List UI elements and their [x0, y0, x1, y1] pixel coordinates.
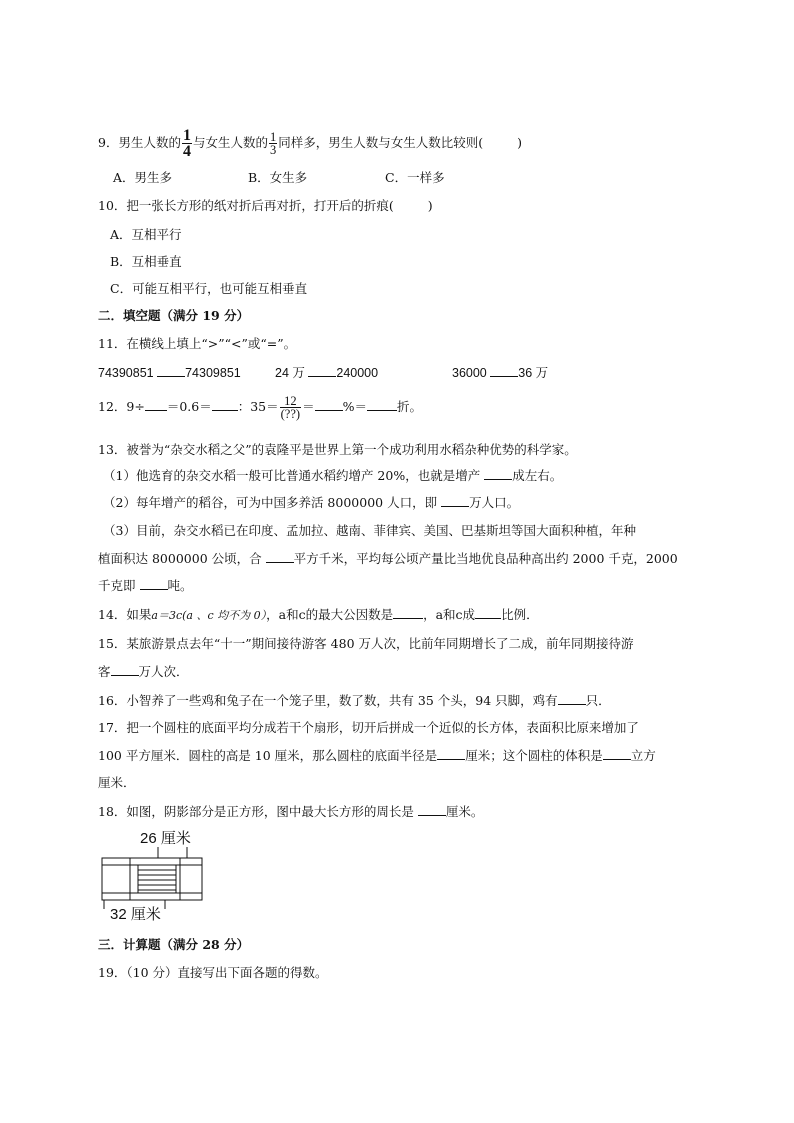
q10-line	[98, 197, 433, 215]
q17-line-3: 厘米．	[98, 775, 136, 790]
q12-text-f: 折。	[396, 399, 422, 414]
q18-figure	[100, 827, 310, 927]
q12-line	[98, 395, 422, 420]
q11-item-2-left: 24 万	[275, 366, 305, 380]
q16-text-a: 16．小智养了一些鸡和兔子在一个笼子里，数了数，共有 35 个头，94 只脚，鸡有	[98, 693, 558, 708]
q17-line-1: 17．把一个圆柱的底面平均分成若干个扇形，切开后拼成一个近似的长方体，表面积比原来增加了	[98, 720, 639, 735]
q9-text-2: 与女生人数的	[192, 135, 268, 150]
q9-option-c[interactable]: C．一样多	[385, 170, 445, 185]
q12-text-d: ＝	[302, 399, 315, 414]
q18-text-b: 厘米。	[445, 804, 484, 819]
q14-text-d: 比例．	[501, 607, 539, 622]
q11-compare-2	[275, 364, 378, 382]
fig-shaded-square	[138, 865, 176, 893]
q12-text-a: 12．9÷	[98, 399, 145, 414]
fig-outer-rectangle	[102, 858, 202, 900]
q15-line-1: 15．某旅游景点去年“十一”期间接待游客 480 万人次，比前年同期增长了二成，前年同期接待游	[98, 636, 634, 651]
fig-label-26cm: 26 厘米	[140, 830, 191, 847]
q11-blank-2[interactable]	[308, 364, 336, 377]
q19-line: 19．（10 分）直接写出下面各题的得数。	[98, 965, 328, 980]
q9-fraction-2: $\frac{1}{3}$	[269, 130, 277, 157]
q12-blank-2[interactable]	[212, 398, 238, 411]
q12-blank-3[interactable]	[315, 398, 343, 411]
fig-inner-rectangle	[102, 865, 202, 893]
q18-text-a: 18．如图，阴影部分是正方形，图中最大长方形的周长是	[98, 804, 414, 819]
q13-part-3-text-a: 植面积达 8000000 公顷，合	[98, 551, 262, 566]
q11-compare-3	[452, 364, 548, 382]
q11-blank-3[interactable]	[490, 364, 518, 377]
q10-option-a[interactable]: A．互相平行	[110, 227, 182, 242]
section-3-heading: 三．计算题（满分 28 分）	[98, 937, 250, 952]
q12-blank-1[interactable]	[145, 398, 167, 411]
q15-blank[interactable]	[111, 663, 139, 676]
q17-line-2	[98, 747, 656, 765]
q12-fraction: $\frac{12}{(??)}$	[280, 394, 301, 421]
q9-fraction-1: $\frac{1}{4}$	[182, 127, 191, 160]
q11-item-3-right: 36 万	[518, 366, 549, 380]
q12-text-b: ＝0.6＝	[166, 399, 212, 414]
q13-part-2	[103, 494, 519, 512]
q13-part-1-text: （1）他选育的杂交水稻一般可比普通水稻约增产 20%，也就是增产	[103, 468, 481, 483]
q11-item-1-left: 74390851	[98, 366, 154, 380]
q11-item-1-right: 74309851	[185, 366, 241, 380]
q15-text-a: 客	[98, 664, 111, 679]
q10-option-c[interactable]: C．可能互相平行，也可能互相垂直	[110, 281, 308, 296]
q9-number: 9．	[98, 135, 119, 150]
q17-text-a: 100 平方厘米．圆柱的高是 10 厘米，那么圆柱的底面半径是	[98, 748, 438, 763]
q13-part-1-end: 成左右。	[512, 468, 563, 483]
q13-blank-3[interactable]	[266, 550, 294, 563]
q14-blank-1[interactable]	[393, 606, 423, 619]
q15-text-b: 万人次．	[138, 664, 189, 679]
q13-part-3-line-2	[98, 550, 678, 568]
q12-blank-4[interactable]	[367, 398, 397, 411]
q11-compare-1	[98, 364, 241, 382]
q13-intro: 13．被誉为“杂交水稻之父”的袁隆平是世界上第一个成功利用水稻杂种优势的科学家。	[98, 442, 577, 457]
q13-part-2-end: 万人口。	[469, 495, 520, 510]
q13-part-2-text: （2）每年增产的稻谷，可为中国多养活 8000000 人口，即	[103, 495, 438, 510]
q14-text-a: 14．如果	[98, 607, 152, 622]
q18-line	[98, 803, 483, 821]
q13-part-3-line-3	[98, 577, 193, 595]
q13-part-3-text-d: 吨。	[167, 578, 193, 593]
q14-expression: a＝3c(a 、c 均不为 0）	[151, 609, 267, 622]
q14-line	[98, 606, 539, 625]
q9-text-1: 男生人数的	[118, 135, 181, 150]
q11-item-3-left: 36000	[452, 366, 487, 380]
q9-text-3: 同样多，男生人数与女生人数比较则(	[278, 135, 484, 150]
q13-part-3-line-1: （3）目前，杂交水稻已在印度、孟加拉、越南、菲律宾、美国、巴基斯坦等国大面积种植，年种	[103, 523, 636, 538]
q15-line-2	[98, 663, 189, 681]
q10-text: 10．把一张长方形的纸对折后再对折，打开后的折痕(	[98, 198, 394, 213]
q13-blank-2[interactable]	[441, 494, 469, 507]
q11-prompt: 11．在横线上填上“>”“<”或“=”。	[98, 336, 297, 351]
q10-close: )	[427, 198, 433, 213]
q11-blank-1[interactable]	[157, 364, 185, 377]
q17-text-c: 立方	[630, 748, 656, 763]
q16-text-b: 只．	[585, 693, 611, 708]
q9-option-a[interactable]: A．男生多	[113, 170, 173, 185]
q12-text-e: %＝	[342, 399, 367, 414]
q11-item-2-right: 240000	[336, 366, 379, 380]
q17-text-b: 厘米；这个圆柱的体积是	[465, 748, 603, 763]
q16-line	[98, 692, 611, 710]
q18-blank[interactable]	[418, 803, 446, 816]
q13-part-3-text-b: 平方千米，平均每公顷产量比当地优良品种高出约 2000 千克，2000	[293, 551, 678, 566]
q9-option-b[interactable]: B．女生多	[248, 170, 308, 185]
section-2-heading: 二．填空题（满分 19 分）	[98, 308, 250, 323]
fig-label-32cm: 32 厘米	[110, 906, 161, 923]
q9-text-4: )	[517, 135, 523, 150]
q14-text-c: ，a和c成	[423, 607, 476, 622]
q14-blank-2[interactable]	[475, 606, 501, 619]
q17-blank-1[interactable]	[437, 747, 465, 760]
q13-blank-1[interactable]	[484, 467, 512, 480]
q16-blank[interactable]	[558, 692, 586, 705]
q13-part-1	[103, 467, 562, 485]
q12-text-c: ：35＝	[237, 399, 279, 414]
q9-line	[98, 128, 522, 159]
q14-text-b: ，a和c的最大公因数是	[266, 607, 394, 622]
q13-part-3-text-c: 千克即	[98, 578, 136, 593]
q17-blank-2[interactable]	[603, 747, 631, 760]
q13-blank-4[interactable]	[140, 577, 168, 590]
q10-option-b[interactable]: B．互相垂直	[110, 254, 182, 269]
